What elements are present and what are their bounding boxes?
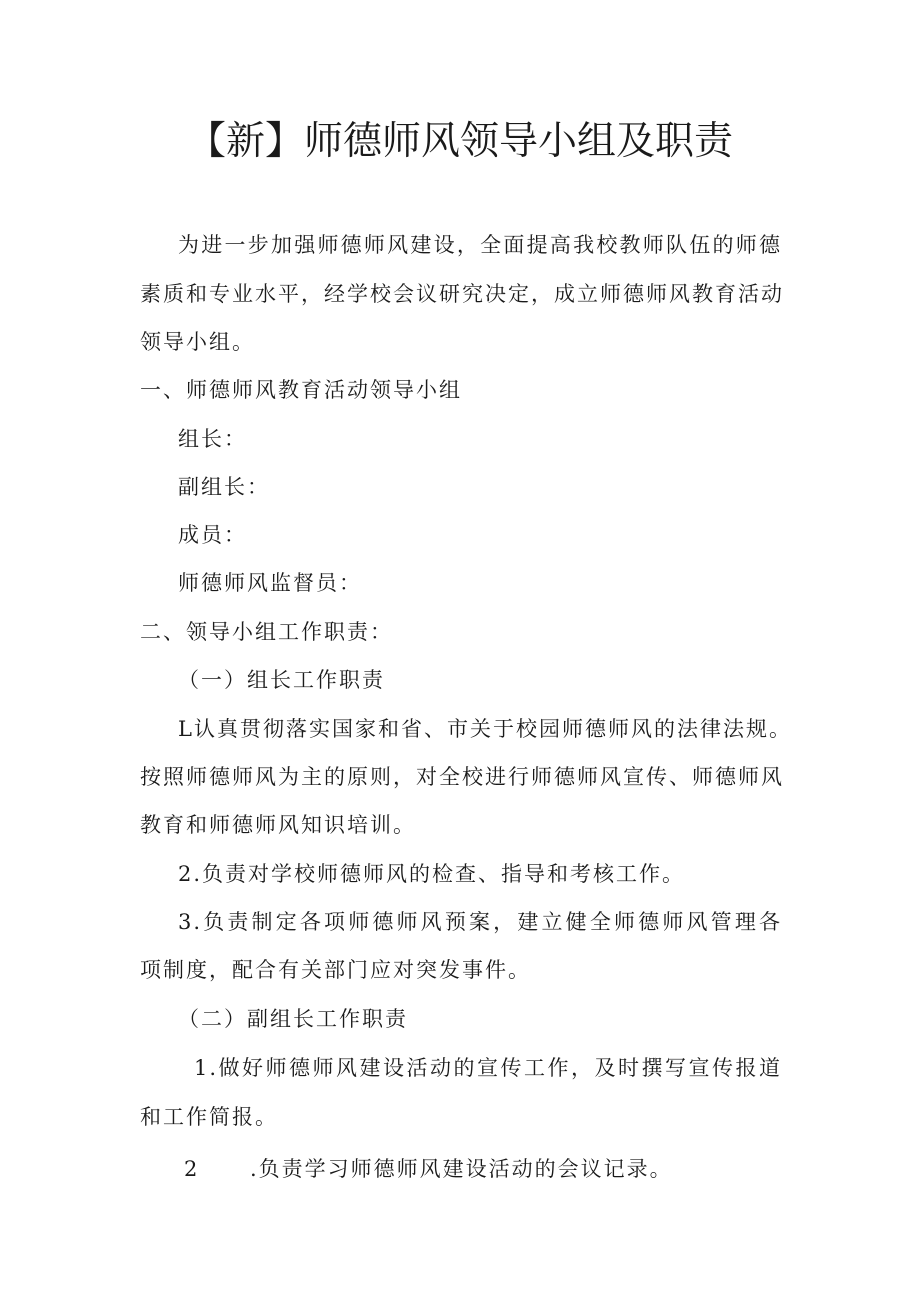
sub2-item2-number: 2 xyxy=(184,1157,200,1181)
document-title: 【新】师德师风领导小组及职责 xyxy=(186,119,733,164)
sub1-item1-line-2: 按照师德师风为主的原则，对全校进行师德师风宣传、师德师风 xyxy=(140,765,784,789)
section2-heading: 二、领导小组工作职责： xyxy=(140,620,393,644)
sub2-item2-text: .负责学习师德师风建设活动的会议记录。 xyxy=(250,1157,673,1181)
intro-line-2: 素质和专业水平，经学校会议研究决定，成立师德师风教育活动 xyxy=(140,282,784,306)
intro-line-1: 为进一步加强师德师风建设，全面提高我校教师队伍的师德 xyxy=(178,233,782,257)
sub1-item3-line-2: 项制度，配合有关部门应对突发事件。 xyxy=(140,958,531,982)
sub1-item3-line-1: 3.负责制定各项师德师风预案，建立健全师德师风管理各 xyxy=(178,910,782,934)
intro-line-3: 领导小组。 xyxy=(140,330,255,354)
role-supervisor: 师德师风监督员： xyxy=(178,571,362,595)
sub1-heading: （一）组长工作职责 xyxy=(178,668,385,692)
sub1-item2: 2.负责对学校师德师风的检查、指导和考核工作。 xyxy=(178,862,686,886)
sub2-item1-line-2: 和工作简报。 xyxy=(140,1105,278,1129)
role-members: 成员： xyxy=(178,523,247,547)
sub2-heading: （二）副组长工作职责 xyxy=(178,1007,408,1031)
sub1-item1-line-1: L认真贯彻落实国家和省、市关于校园师德师风的法律法规。 xyxy=(178,717,792,741)
role-leader: 组长： xyxy=(178,427,247,451)
role-deputy-leader: 副组长： xyxy=(178,475,270,499)
sub1-item1-line-3: 教育和师德师风知识培训。 xyxy=(140,813,416,837)
sub2-item1-line-1: 1.做好师德师风建设活动的宣传工作，及时撰写宣传报道 xyxy=(194,1056,782,1080)
section1-heading: 一、师德师风教育活动领导小组 xyxy=(140,378,462,402)
